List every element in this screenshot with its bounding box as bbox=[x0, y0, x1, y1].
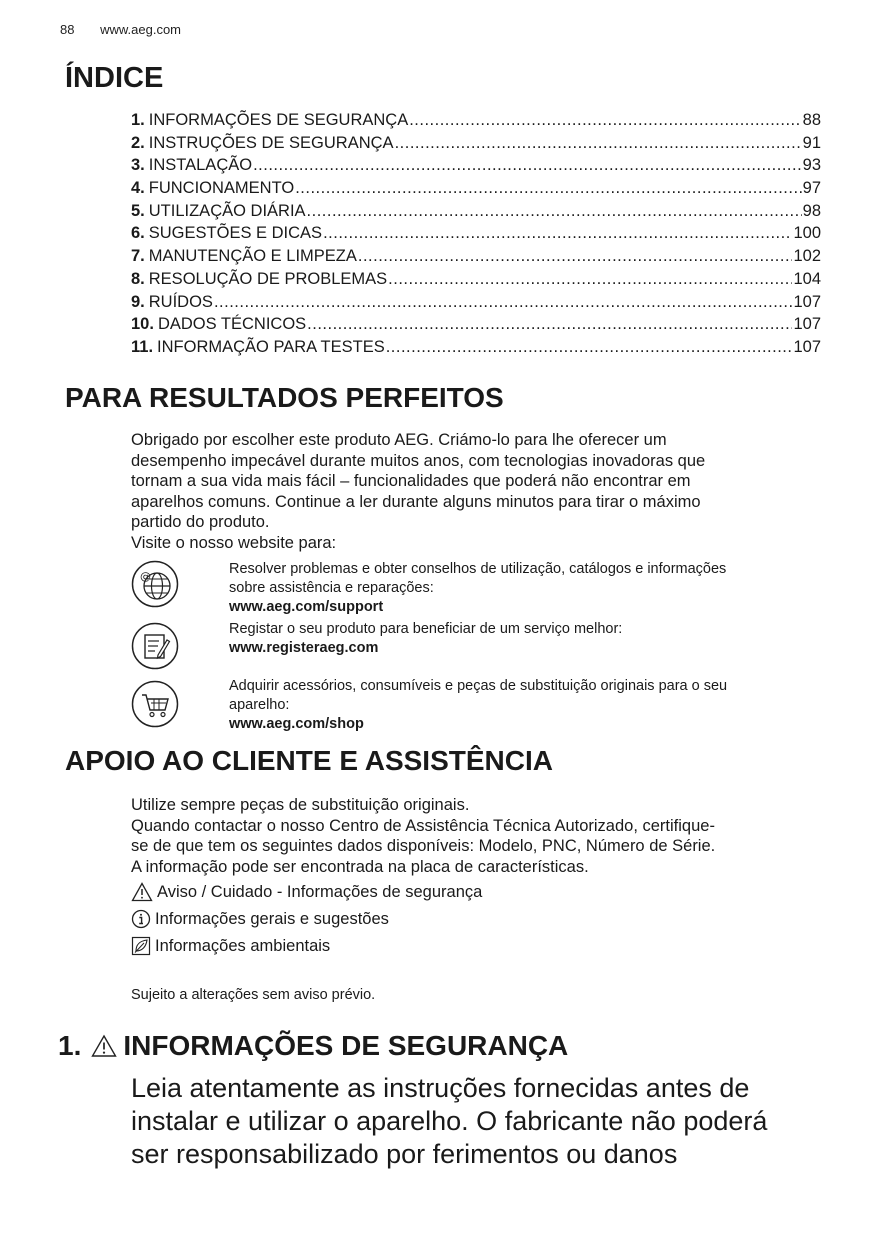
toc-item[interactable] bbox=[131, 202, 821, 225]
safety-section-title bbox=[58, 1030, 568, 1062]
table-of-contents bbox=[131, 111, 821, 361]
link-description: Adquirir acessórios, consumíveis e peças de substituição originais para o seu bbox=[229, 678, 728, 694]
info-icon bbox=[131, 909, 151, 929]
legend-environment-label: Informações ambientais bbox=[155, 936, 331, 955]
page-number: 88 bbox=[60, 22, 75, 37]
toc-item-label: SUGESTÕES E DICAS bbox=[148, 224, 323, 243]
toc-item-number: 9. bbox=[131, 292, 145, 311]
website-link[interactable]: www.aeg.com bbox=[100, 22, 182, 37]
toc-item-page: 88 bbox=[802, 111, 821, 129]
toc-item-page: 107 bbox=[793, 337, 821, 356]
toc-leader bbox=[395, 134, 802, 153]
body-line: Utilize sempre peças de substituição originais. bbox=[131, 796, 470, 814]
section-number: 1. bbox=[58, 1030, 82, 1061]
toc-item[interactable] bbox=[131, 134, 821, 157]
toc-item-number: 8. bbox=[131, 269, 145, 288]
toc-item[interactable] bbox=[131, 156, 821, 179]
toc-leader bbox=[253, 156, 802, 175]
toc-item-page: 102 bbox=[793, 247, 821, 266]
body-line: Quando contactar o nosso Centro de Assistência Técnica Autorizado, certifique- bbox=[131, 816, 715, 835]
legend-warning bbox=[131, 882, 482, 902]
customer-support-body bbox=[131, 795, 811, 877]
toc-title: ÍNDICE bbox=[65, 62, 164, 94]
toc-leader bbox=[409, 111, 801, 130]
warning-icon bbox=[91, 1034, 117, 1058]
toc-item-number: 4. bbox=[131, 179, 145, 198]
toc-item-page: 93 bbox=[802, 156, 821, 175]
toc-item[interactable] bbox=[131, 111, 821, 134]
leaf-icon bbox=[131, 936, 151, 956]
toc-item-label: RUÍDOS bbox=[148, 292, 213, 311]
link-description: aparelho: bbox=[229, 697, 290, 713]
section-title-label: INFORMAÇÕES DE SEGURANÇA bbox=[123, 1030, 569, 1061]
toc-leader bbox=[386, 338, 793, 357]
toc-item-label: UTILIZAÇÃO DIÁRIA bbox=[148, 201, 306, 220]
register-url[interactable]: www.registeraeg.com bbox=[229, 640, 379, 656]
toc-leader bbox=[323, 224, 792, 243]
toc-leader bbox=[295, 179, 801, 198]
link-description: Resolver problemas e obter conselhos de utilização, catálogos e informações bbox=[229, 561, 727, 577]
body-line: tornam a sua vida mais fácil – funcionalidades que poderá não encontrar em bbox=[131, 472, 691, 490]
toc-item-number: 6. bbox=[131, 224, 145, 243]
toc-item-page: 107 bbox=[793, 315, 821, 334]
cart-icon bbox=[131, 680, 179, 728]
body-line: Leia atentamente as instruções fornecidas antes de bbox=[131, 1073, 750, 1103]
toc-item-label: INFORMAÇÕES DE SEGURANÇA bbox=[148, 111, 409, 129]
toc-item-number: 10. bbox=[131, 315, 154, 334]
toc-item-label: INSTALAÇÃO bbox=[148, 156, 253, 175]
legend-info bbox=[131, 909, 389, 929]
toc-leader bbox=[307, 315, 792, 334]
toc-item-label: INFORMAÇÃO PARA TESTES bbox=[157, 337, 385, 356]
svg-text:@: @ bbox=[140, 570, 151, 583]
subject-to-change-note: Sujeito a alterações sem aviso prévio. bbox=[131, 987, 376, 1003]
body-line: partido do produto. bbox=[131, 513, 270, 531]
toc-item[interactable] bbox=[131, 179, 821, 202]
link-description: Registar o seu produto para beneficiar de um serviço melhor: bbox=[229, 621, 623, 637]
toc-item-label: DADOS TÉCNICOS bbox=[157, 315, 307, 334]
toc-item-number: 7. bbox=[131, 247, 145, 266]
body-line: aparelhos comuns. Continue a ler durante alguns minutos para tirar o máximo bbox=[131, 492, 701, 511]
toc-item[interactable] bbox=[131, 247, 821, 270]
toc-item[interactable] bbox=[131, 270, 821, 293]
legend-warning-label: Aviso / Cuidado - Informações de segurança bbox=[157, 882, 483, 901]
link-description: sobre assistência e reparações: bbox=[229, 580, 434, 596]
shop-link-text bbox=[229, 677, 819, 734]
legend-info-label: Informações gerais e sugestões bbox=[155, 909, 389, 928]
page-header bbox=[60, 22, 203, 37]
support-link-text bbox=[229, 560, 819, 617]
body-line: A informação pode ser encontrada na placa de características. bbox=[131, 857, 589, 876]
body-line: desempenho impecável durante muitos anos, com tecnologias inovadoras que bbox=[131, 451, 706, 470]
perfect-results-body bbox=[131, 430, 811, 553]
body-line: Obrigado por escolher este produto AEG. Criámo-lo para lhe oferecer um bbox=[131, 431, 667, 449]
legend-environment bbox=[131, 936, 330, 956]
warning-icon bbox=[131, 882, 153, 902]
toc-item-number: 5. bbox=[131, 201, 145, 220]
safety-intro-body bbox=[131, 1072, 831, 1171]
toc-item[interactable] bbox=[131, 293, 821, 316]
body-line: se de que tem os seguintes dados disponíveis: Modelo, PNC, Número de Série. bbox=[131, 837, 716, 855]
body-line: ser responsabilizado por ferimentos ou danos bbox=[131, 1139, 678, 1169]
toc-item[interactable] bbox=[131, 315, 821, 338]
toc-leader bbox=[214, 293, 793, 312]
toc-leader bbox=[307, 202, 802, 221]
toc-item-page: 100 bbox=[793, 224, 821, 243]
register-icon bbox=[131, 622, 179, 670]
perfect-results-title: PARA RESULTADOS PERFEITOS bbox=[65, 382, 504, 413]
body-line: instalar e utilizar o aparelho. O fabricante não poderá bbox=[131, 1106, 768, 1136]
toc-item-number: 1. bbox=[131, 111, 145, 129]
globe-icon bbox=[131, 560, 179, 608]
toc-item-number: 3. bbox=[131, 156, 145, 175]
toc-item-page: 91 bbox=[802, 133, 821, 152]
body-line: Visite o nosso website para: bbox=[131, 533, 337, 552]
toc-item-page: 98 bbox=[802, 201, 821, 220]
support-url[interactable]: www.aeg.com/support bbox=[229, 599, 384, 615]
toc-item-page: 97 bbox=[802, 179, 821, 198]
customer-support-title: APOIO AO CLIENTE E ASSISTÊNCIA bbox=[65, 745, 553, 776]
toc-item-label: FUNCIONAMENTO bbox=[148, 179, 295, 198]
shop-url[interactable]: www.aeg.com/shop bbox=[229, 716, 364, 732]
toc-leader bbox=[358, 247, 793, 266]
toc-item-page: 107 bbox=[793, 292, 821, 311]
toc-item-number: 11. bbox=[131, 337, 154, 356]
toc-item[interactable] bbox=[131, 224, 821, 247]
toc-item-number: 2. bbox=[131, 133, 145, 152]
toc-item-label: MANUTENÇÃO E LIMPEZA bbox=[148, 247, 357, 266]
toc-leader bbox=[388, 270, 792, 289]
toc-item-label: RESOLUÇÃO DE PROBLEMAS bbox=[148, 269, 388, 288]
toc-item[interactable] bbox=[131, 338, 821, 361]
register-link-text bbox=[229, 620, 819, 658]
toc-item-label: INSTRUÇÕES DE SEGURANÇA bbox=[148, 133, 394, 152]
toc-item-page: 104 bbox=[793, 269, 821, 288]
